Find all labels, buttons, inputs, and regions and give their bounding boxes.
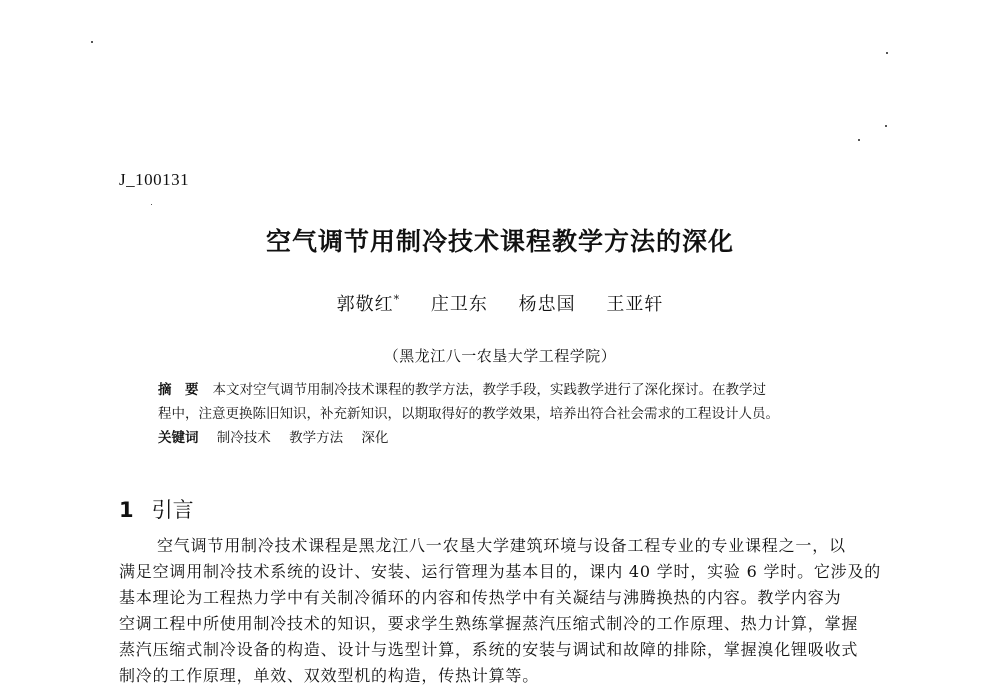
abstract-line <box>158 378 766 402</box>
author: 王亚轩 <box>606 294 664 315</box>
body-line: 满足空调用制冷技术系统的设计、安装、运行管理为基本目的，课内 40 学时，实验 6 学时。它涉及的 <box>119 562 882 581</box>
author-list <box>0 290 1000 316</box>
scan-speck <box>858 139 860 141</box>
affiliation: （黑龙江八一农垦大学工程学院） <box>383 347 617 365</box>
body-line: 制冷的工作原理，单效、双效型机的构造，传热计算等。 <box>119 666 540 685</box>
author: 庄卫东 <box>430 294 488 315</box>
keyword: 深化 <box>361 430 389 446</box>
section-number: 1 <box>119 498 134 522</box>
author: 郭敬红* <box>336 293 401 315</box>
document-id: J_100131 <box>119 170 190 189</box>
abstract-line: 程中，注意更换陈旧知识，补充新知识，以期取得好的教学效果，培养出符合社会需求的工程设计人员。 <box>158 406 779 422</box>
keyword: 制冷技术 <box>216 430 271 446</box>
author: 杨忠国 <box>518 294 576 315</box>
keywords-line <box>158 426 402 450</box>
body-line: 蒸汽压缩式制冷设备的构造、设计与选型计算，系统的安装与调试和故障的排除，掌握溴化锂吸收式 <box>119 640 859 659</box>
body-line: 空调工程中所使用制冷技术的知识，要求学生熟练掌握蒸汽压缩式制冷的工作原理、热力计算，掌握 <box>119 614 859 633</box>
scan-speck <box>886 52 888 54</box>
body-line: 空气调节用制冷技术课程是黑龙江八一农垦大学建筑环境与设备工程专业的专业课程之一，以 <box>157 536 846 555</box>
keyword: 教学方法 <box>289 430 344 446</box>
abstract-label: 摘 要 <box>158 382 199 398</box>
section-heading <box>119 494 194 524</box>
paper-title: 空气调节用制冷技术课程教学方法的深化 <box>265 227 734 256</box>
section-title: 引言 <box>151 498 194 522</box>
abstract-text: 本文对空气调节用制冷技术课程的教学方法，教学手段，实践教学进行了深化探讨。在教学过 <box>212 382 766 398</box>
keywords-label: 关键词 <box>158 430 199 446</box>
scan-speck <box>91 41 93 43</box>
body-line: 基本理论为工程热力学中有关制冷循环的内容和传热学中有关凝结与沸腾换热的内容。教学内容为 <box>119 588 842 607</box>
scan-speck <box>151 204 152 205</box>
scan-speck <box>885 125 887 127</box>
author-mark: * <box>393 293 401 306</box>
